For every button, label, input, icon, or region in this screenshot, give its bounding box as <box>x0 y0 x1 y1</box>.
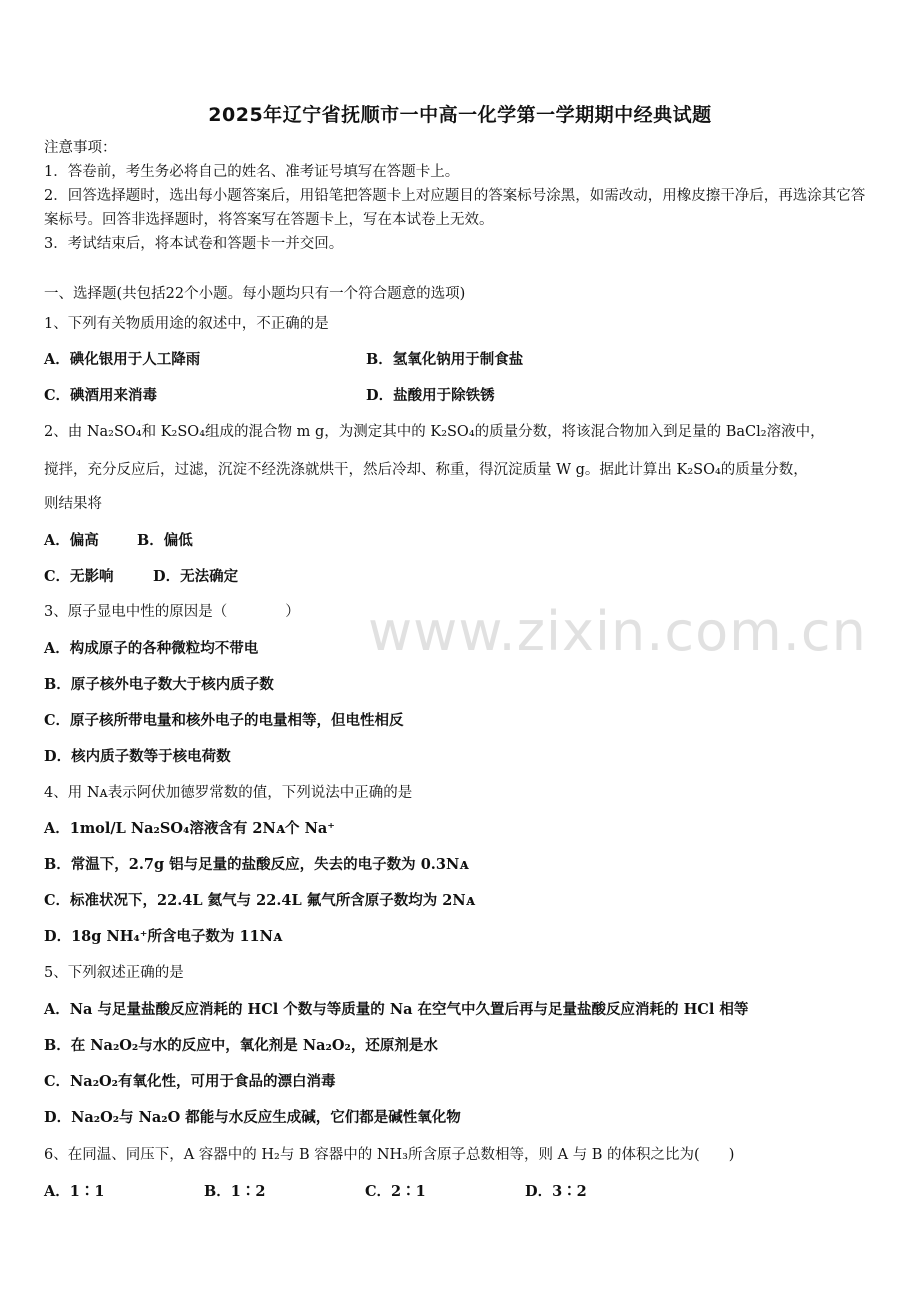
question-4-option-a: A．1mol/L Na₂SO₄溶液含有 2Nᴀ个 Na⁺ <box>44 820 335 837</box>
question-6-option-b: B．1∶2 <box>204 1183 266 1200</box>
note-item-2: 2．回答选择题时，选出每小题答案后，用铅笔把答题卡上对应题目的答案标号涂黑，如需改动，用橡皮擦干净后，再选涂其它答案标号。回答非选择题时，将答案写在答题卡上，写在本试卷上无效。 <box>44 188 866 228</box>
question-5-stem: 5、下列叙述正确的是 <box>44 965 184 981</box>
question-4-option-b: B．常温下，2.7g 铝与足量的盐酸反应，失去的电子数为 0.3Nᴀ <box>44 856 469 873</box>
watermark: www.zixin.com.cn <box>368 600 867 663</box>
question-4-option-d: D．18g NH₄⁺所含电子数为 11Nᴀ <box>44 928 283 945</box>
question-4-stem: 4、用 Nᴀ表示阿伏加德罗常数的值，下列说法中正确的是 <box>44 785 413 801</box>
page-title: 2025年辽宁省抚顺市一中高一化学第一学期期中经典试题 <box>208 104 712 126</box>
question-2-line-3: 则结果将 <box>44 496 102 512</box>
question-1-option-a: A．碘化银用于人工降雨 <box>44 351 201 368</box>
question-4-option-c: C．标准状况下，22.4L 氦气与 22.4L 氟气所含原子数均为 2Nᴀ <box>44 892 475 909</box>
question-6-stem: 6、在同温、同压下，A 容器中的 H₂与 B 容器中的 NH₃所含原子总数相等，则 A 与 B 的体积之比为( ) <box>44 1147 735 1163</box>
question-2-line-2: 搅拌，充分反应后，过滤，沉淀不经洗涤就烘干，然后冷却、称重，得沉淀质量 W g。据此计算出 K₂SO₄的质量分数， <box>44 462 808 478</box>
question-5-option-b: B．在 Na₂O₂与水的反应中，氧化剂是 Na₂O₂，还原剂是水 <box>44 1037 438 1054</box>
question-1-option-d: D．盐酸用于除铁锈 <box>366 387 495 404</box>
question-5-option-a: A．Na 与足量盐酸反应消耗的 HCl 个数与等质量的 Na 在空气中久置后再与足量盐酸反应消耗的 HCl 相等 <box>44 1001 749 1018</box>
question-1-option-c: C．碘酒用来消毒 <box>44 387 158 404</box>
notes-heading: 注意事项： <box>44 140 117 156</box>
question-3-stem: 3、原子显电中性的原因是（ ） <box>44 604 300 620</box>
question-2-option-a: A．偏高 <box>44 532 99 549</box>
question-2-option-b: B．偏低 <box>137 532 193 549</box>
question-6-option-d: D．3∶2 <box>525 1183 587 1200</box>
question-5-option-c: C．Na₂O₂有氧化性，可用于食品的漂白消毒 <box>44 1073 336 1090</box>
question-2-line-1: 2、由 Na₂SO₄和 K₂SO₄组成的混合物 m g，为测定其中的 K₂SO₄的质量分数，将该混合物加入到足量的 BaCl₂溶液中， <box>44 424 825 440</box>
question-6-option-a: A．1∶1 <box>44 1183 105 1200</box>
question-3-option-a: A．构成原子的各种微粒均不带电 <box>44 640 259 657</box>
question-3-option-b: B．原子核外电子数大于核内质子数 <box>44 676 274 693</box>
question-2-option-d: D．无法确定 <box>153 568 239 585</box>
question-1-option-b: B．氢氧化钠用于制食盐 <box>366 351 524 368</box>
question-2-option-c: C．无影响 <box>44 568 114 585</box>
note-item-1: 1．答卷前，考生务必将自己的姓名、准考证号填写在答题卡上。 <box>44 164 460 180</box>
question-1-stem: 1、下列有关物质用途的叙述中，不正确的是 <box>44 316 329 332</box>
section-heading: 一、选择题(共包括22个小题。每小题均只有一个符合题意的选项) <box>44 286 466 302</box>
question-3-option-d: D．核内质子数等于核电荷数 <box>44 748 231 765</box>
note-item-3: 3．考试结束后，将本试卷和答题卡一并交回。 <box>44 236 344 252</box>
question-3-option-c: C．原子核所带电量和核外电子的电量相等，但电性相反 <box>44 712 404 729</box>
question-5-option-d: D．Na₂O₂与 Na₂O 都能与水反应生成碱，它们都是碱性氧化物 <box>44 1109 461 1126</box>
question-6-option-c: C．2∶1 <box>365 1183 426 1200</box>
